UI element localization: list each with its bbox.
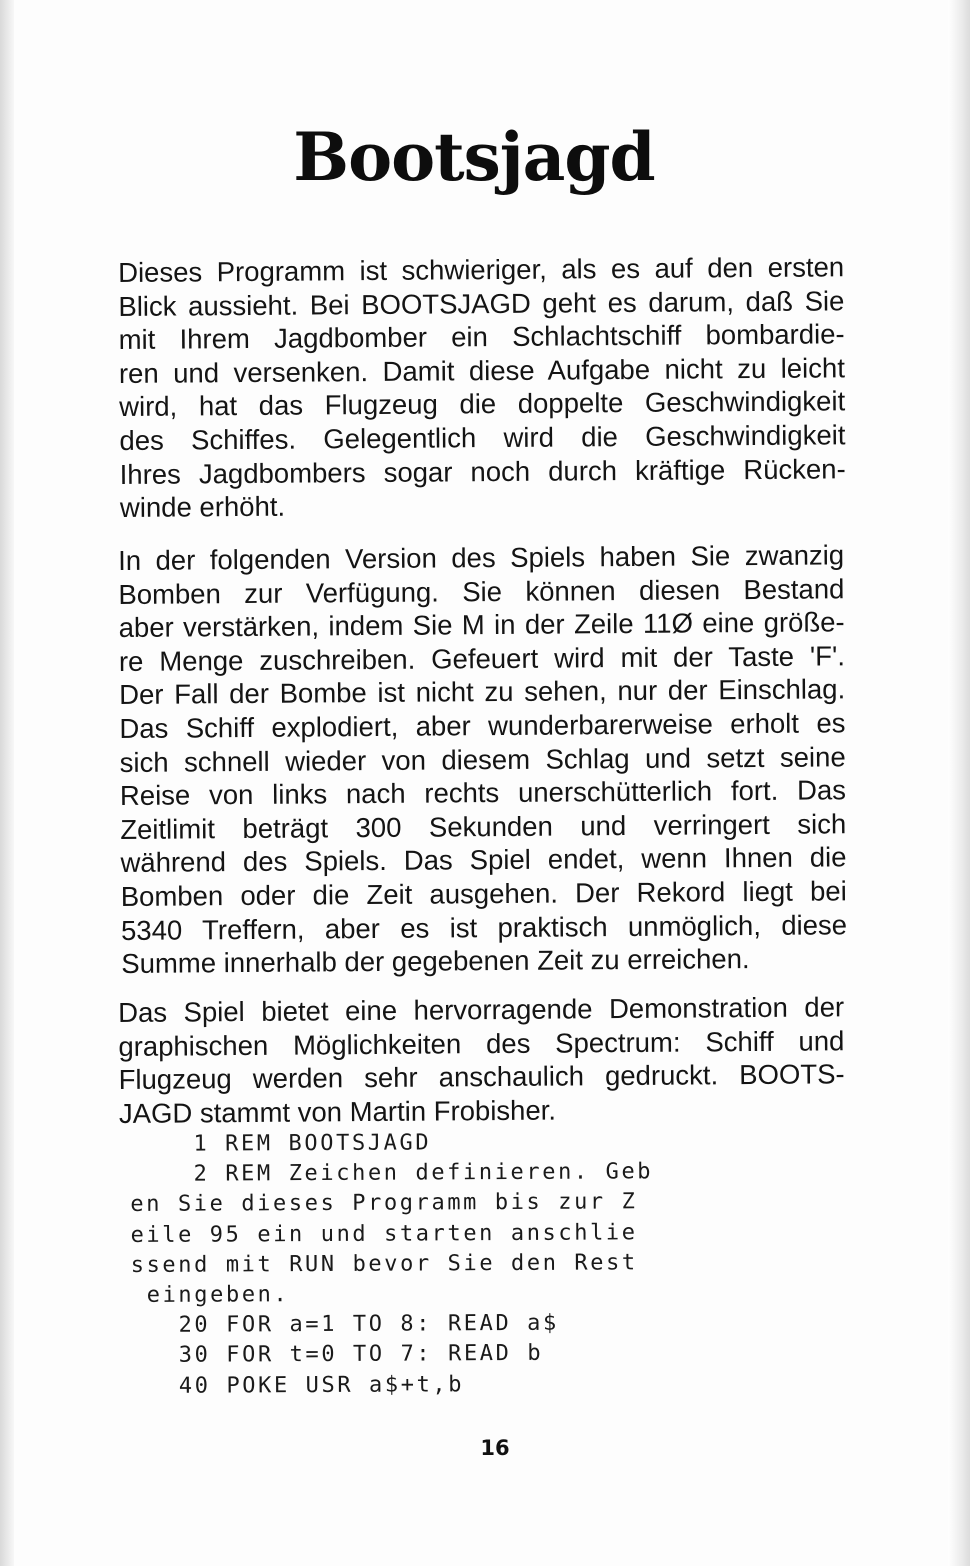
text-line: aber verstärken, indem Sie M in der Zeile 11Ø eine größe- xyxy=(118,606,845,644)
text-line: ren und versenken. Damit diese Aufgabe nicht zu leicht xyxy=(118,352,846,389)
code-line: 40 POKE USR a$+t,b xyxy=(131,1371,465,1399)
text-line: Das Schiff explodiert, aber wunderbarerweise erholt es xyxy=(119,707,846,744)
basic-code-listing xyxy=(130,1127,771,1402)
text-line: Bomben oder die Zeit ausgehen. Der Rekord liegt bei xyxy=(120,875,847,912)
text-line: Summe innerhalb der gegebenen Zeit zu erreichen. xyxy=(121,943,750,980)
text-line: des Schiffes. Gelegentlich wird die Geschwindigkeit xyxy=(119,419,846,456)
page-title: Bootsjagd xyxy=(293,118,655,196)
text-line: mit Ihrem Jagdbomber ein Schlachtschiff bombardie- xyxy=(118,318,845,356)
code-line: 30 FOR t=0 TO 7: READ b xyxy=(131,1341,544,1369)
text-line: wird, hat das Flugzeug die doppelte Geschwindigkeit xyxy=(119,385,846,423)
text-line: re Menge zuschreiben. Gefeuert wird mit der Taste 'F'. xyxy=(118,640,846,677)
text-line: Bomben zur Verfügung. Sie können diesen Bestand xyxy=(118,572,845,610)
text-line: Der Fall der Bombe ist nicht zu sehen, nur der Einschlag. xyxy=(119,673,846,711)
code-line: 2 REM Zeichen definieren. Geb xyxy=(130,1159,654,1188)
code-line: en Sie dieses Programm bis zur Z xyxy=(130,1189,638,1218)
text-line: graphischen Möglichkeiten des Spectrum: Schiff und xyxy=(118,1024,845,1062)
text-line: Reise von links nach rechts unerschütterlich fort. Das xyxy=(119,774,847,812)
text-line: Dieses Programm ist schwieriger, als es auf den ersten xyxy=(118,251,845,288)
text-line: Ihres Jagdbombers sogar noch durch kräftige Rücken- xyxy=(119,452,846,490)
paragraph-intro xyxy=(118,250,846,524)
text-line: Blick aussieht. Bei BOOTSJAGD geht es darum, daß Sie xyxy=(118,284,845,322)
page-number: 16 xyxy=(480,1436,510,1460)
text-line: 5340 Treffern, aber es ist praktisch unmöglich, diese xyxy=(120,908,848,946)
code-line: eingeben. xyxy=(130,1282,290,1309)
paragraph-rules xyxy=(118,538,847,980)
text-line: Flugzeug werden sehr anschaulich gedruckt. BOOTS- xyxy=(118,1058,845,1096)
code-line: ssend mit RUN bevor Sie den Rest xyxy=(130,1250,638,1278)
code-line: 1 REM BOOTSJAGD xyxy=(130,1130,432,1157)
text-line: In der folgenden Version des Spiels haben Sie zwanzig xyxy=(118,539,845,576)
text-line: während des Spiels. Das Spiel endet, wenn Ihnen die xyxy=(120,841,847,879)
code-line: 20 FOR a=1 TO 8: READ a$ xyxy=(130,1310,559,1339)
text-line: winde erhöht. xyxy=(119,490,286,524)
code-line: eile 95 ein und starten anschlie xyxy=(130,1219,638,1248)
scan-shadow-left xyxy=(0,0,14,1566)
text-line: JAGD stammt von Martin Frobisher. xyxy=(118,1094,557,1129)
text-line: Zeitlimit beträgt 300 Sekunden und verringert sich xyxy=(120,808,847,845)
scan-shadow-right xyxy=(948,0,970,1566)
text-line: Das Spiel bietet eine hervorragende Demonstration der xyxy=(118,991,845,1028)
paragraph-credits xyxy=(118,990,845,1130)
text-line: sich schnell wieder von diesem Schlag und setzt seine xyxy=(119,740,846,778)
